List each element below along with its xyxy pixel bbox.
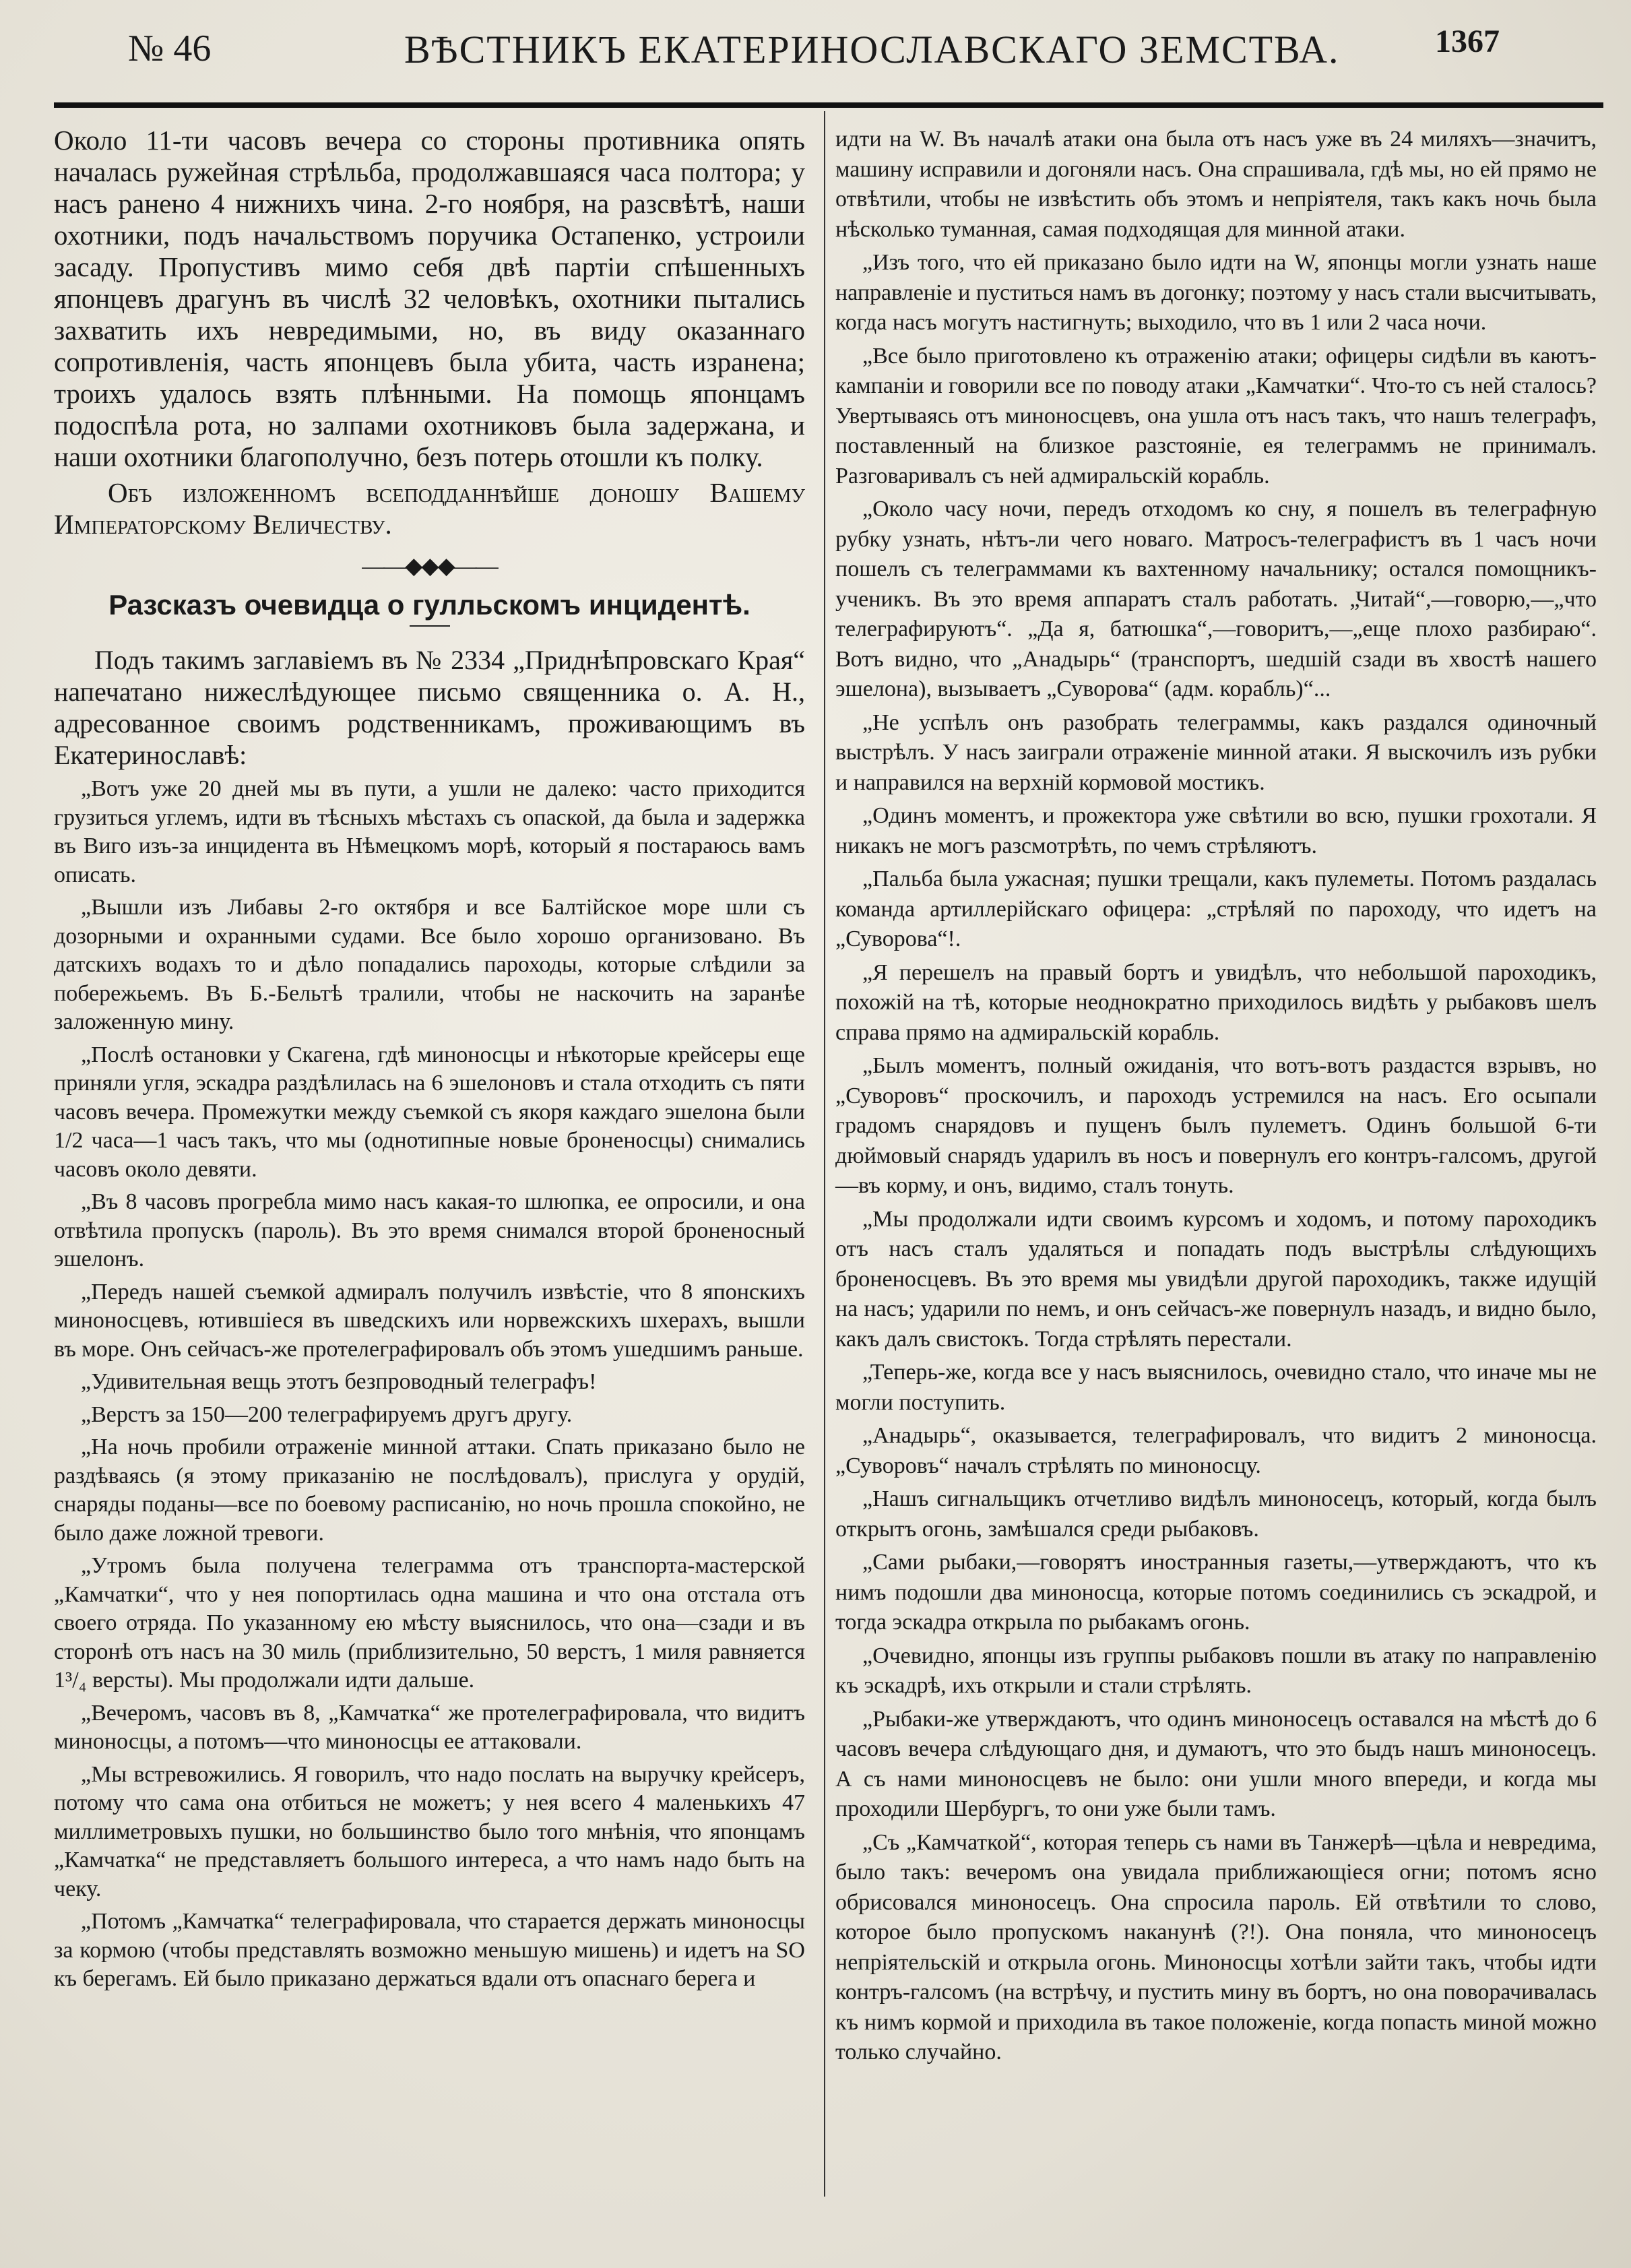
letter-paragraph: „Вечеромъ, часовъ въ 8, „Камчатка“ же протелеграфировала, что видитъ миноносцы, а потомъ—что миноносцы ее аттаковали.	[54, 1700, 805, 1754]
closing-paragraph: Объ изложенномъ всеподданнѣйше доношу Вашему Императорскому Величеству.	[54, 477, 805, 540]
letter-paragraph: „Анадырь“, оказывается, телеграфировалъ, что видитъ 2 миноносца. „Суворовъ“ началъ стрѣлять по миноносцу.	[835, 1423, 1597, 1478]
letter-paragraph: „На ночь пробили отраженіе минной аттаки. Спать приказано было не раздѣваясь (я этому приказанію не послѣдовалъ), прислуга у орудій, снаряды поданы—все по боевому расписанію, но ночь прошла спокойно, не было даже ложной тревоги.	[54, 1435, 805, 1546]
journal-title: ВѢСТНИКЪ ЕКАТЕРИНОСЛАВСКАГО ЗЕМСТВА.	[404, 28, 1340, 71]
header-rule	[54, 102, 1603, 108]
section-ornament: ——◆◆◆——	[362, 554, 497, 579]
letter-paragraph: „Теперь-же, когда все у насъ выяснилось, очевидно стало, что иначе мы не могли поступить.	[835, 1360, 1597, 1415]
letter-paragraph: „Былъ моментъ, полный ожиданія, что вотъ-вотъ раздастся взрывъ, но „Суворовъ“ проскочилъ, и пароходъ устремился на насъ. Его осыпали градомъ снарядовъ и пущенъ былъ пулеметъ. Одинъ большой 6-ти дюймовый снарядъ ударилъ въ носъ и повернулъ его контръ-галсомъ, другой—въ корму, и онъ, видимо, сталъ тонуть.	[835, 1053, 1597, 1198]
page-number: 1367	[1435, 24, 1500, 59]
letter-paragraph: „Утромъ была получена телеграмма отъ транспорта-мастерской „Камчатки“, что у нея попортилась одна машина и что она отстала отъ своего отряда. По указанному ею мѣсту выяснилось, что она—сзади и въ сторонѣ отъ насъ на 30 миль (приблизительно, 50 верстъ, 1 миля равняется 1³/₄ версты). Мы продолжали идти дальше.	[54, 1553, 805, 1693]
letter-paragraph: „Мы встревожились. Я говорилъ, что надо послать на выручку крейсеръ, потому что сама она отбиться не можетъ; у нея всего 4 маленькихъ 47 миллиметровыхъ пушки, но большинство было того мнѣнія, что японцамъ „Камчатка“ не представляетъ большого интереса, а что намъ надо быть на чеку.	[54, 1761, 805, 1901]
letter-paragraph: „Верстъ за 150—200 телеграфируемъ другъ другу.	[81, 1401, 573, 1427]
letter-paragraph: „Нашъ сигнальщикъ отчетливо видѣлъ миноносецъ, который, когда былъ открытъ огонь, замѣшался среди рыбаковъ.	[835, 1486, 1597, 1542]
letter-paragraph: „Все было приготовлено къ отраженію атаки; офицеры сидѣли въ каютъ-кампаніи и говорили все по поводу атаки „Камчатки“. Что-то съ ней сталось? Увертываясь отъ миноносцевъ, она ушла отъ насъ такъ, что нашъ телеграфъ, поставленный на близкое разстояніе, ея телеграммъ не принималъ. Разговаривалъ съ ней адмиральскій корабль.	[835, 343, 1597, 489]
letter-paragraph: „Послѣ остановки у Скагена, гдѣ миноносцы и нѣкоторые крейсеры еще приняли угля, эскадра раздѣлилась на 6 эшелоновъ и стала отходить съ пяти часовъ вечера. Промежутки между съемкой съ якоря каждаго эшелона были 1/2 часа—1 часъ такъ, что мы (однотипные новые броненосцы) снимались часовъ около девяти.	[54, 1042, 805, 1182]
letter-paragraph: „Изъ того, что ей приказано было идти на W, японцы могли узнать наше направленіе и пуститься намъ въ догонку; поэтому у насъ стали высчитывать, когда насъ могутъ настигнуть; выходило, что въ 1 или 2 часа ночи.	[835, 250, 1597, 335]
letter-paragraph: „Очевидно, японцы изъ группы рыбаковъ пошли въ атаку по направленію къ эскадрѣ, ихъ открыли и стали стрѣлять.	[835, 1643, 1597, 1698]
letter-paragraph: „Удивительная вещь этотъ безпроводный телеграфъ!	[81, 1369, 597, 1394]
letter-paragraph: „Передъ нашей съемкой адмиралъ получилъ извѣстіе, что 8 японскихъ миноносцевъ, ютившіеся въ шведскихъ или норвежскихъ шхерахъ, вышли въ море. Онъ сейчасъ-же протелеграфировалъ объ этомъ ушедшимъ раньше.	[54, 1279, 805, 1362]
letter-paragraph: „Я перешелъ на правый бортъ и увидѣлъ, что небольшой пароходикъ, похожій на тѣ, которые неоднократно приходилось видѣть у рыбаковъ шелъ справа прямо на адмиральскій корабль.	[835, 959, 1597, 1045]
letter-paragraph: „Сами рыбаки,—говорятъ иностранныя газеты,—утверждаютъ, что къ нимъ подошли два миноносца, которые потомъ соединились съ эскадрой, и тогда эскадра открыла по рыбакамъ огонь.	[835, 1550, 1597, 1635]
page-header	[54, 20, 1597, 88]
letter-paragraph: „Съ „Камчаткой“, которая теперь съ нами въ Танжерѣ—цѣла и невредима, было такъ: вечеромъ она увидала приближающіеся огни; потомъ ясно обрисовался миноносецъ. Она спросила пароль. Ей отвѣтили то слово, которое было пропускомъ наканунѣ (?!). Она поняла, что миноносецъ непріятельскій и открыла огонь. Миноносцы хотѣли зайти такъ, чтобы идти контръ-галсомъ (на встрѣчу, и пустить мину въ бортъ, но она поворачивалась къ нимъ кормой и приходила въ такое положеніе, когда попасть миной можно только случайно.	[835, 1829, 1597, 2065]
letter-paragraph: „Вышли изъ Либавы 2-го октября и все Балтійское море шли съ дозорными и охранными судами. Все было хорошо организовано. Въ датскихъ водахъ то и дѣло попадались пароходы, которые слѣдили за побережьемъ. Въ Б.-Бельтѣ тралили, чтобы не наскочить на заранѣе заложенную мину.	[54, 895, 805, 1034]
letter-paragraph: „Мы продолжали идти своимъ курсомъ и ходомъ, и потому пароходикъ отъ насъ сталъ удаляться и попадать подъ выстрѣлы слѣдующихъ броненосцевъ. Въ это время мы увидѣли другой пароходикъ, также идущій на насъ; ударили по немъ, и онъ сейчасъ-же повернулъ назадъ, и видно было, какъ далъ свистокъ. Тогда стрѣлять перестали.	[835, 1206, 1597, 1352]
left-column	[54, 125, 805, 1998]
letter-paragraph: „Въ 8 часовъ прогребла мимо насъ какая-то шлюпка, ее опросили, и она отвѣтила пропускъ (пароль). Въ это время снимался второй броненосный эшелонъ.	[54, 1189, 805, 1271]
column-divider	[824, 111, 825, 2197]
letter-paragraph: „Не успѣлъ онъ разобрать телеграммы, какъ раздался одиночный выстрѣлъ. У насъ заиграли отраженіе минной атаки. Я выскочилъ изъ рубки и направился на верхній кормовой мостикъ.	[835, 710, 1597, 795]
letter-paragraph: „Одинъ моментъ, и прожектора уже свѣтили во всю, пушки грохотали. Я никакъ не могъ разсмотрѣть, по чемъ стрѣляютъ.	[835, 803, 1597, 858]
article-heading: Разсказъ очевидца о гулльскомъ инцидентѣ.	[108, 589, 750, 621]
right-column	[835, 125, 1597, 2071]
letter-paragraph: „Вотъ уже 20 дней мы въ пути, а ушли не далеко: часто приходится грузиться углемъ, идти въ тѣсныхъ мѣстахъ съ опаской, да была и задержка въ Виго изъ-за инцидента въ Нѣмецкомъ морѣ, который я постараюсь вамъ описать.	[54, 776, 805, 887]
letter-paragraph: „Пальба была ужасная; пушки трещали, какъ пулеметы. Потомъ раздалась команда артиллерійскаго офицера: „стрѣляй по пароходу, что идетъ на „Суворова“!.	[835, 867, 1597, 951]
lead-paragraph: Около 11-ти часовъ вечера со стороны противника опять началась ружейная стрѣльба, продолжавшаяся часа полтора; у насъ ранено 4 нижнихъ чина. 2-го ноября, на разсвѣтѣ, наши охотники, подъ начальствомъ поручика Остапенко, устроили засаду. Пропустивъ мимо себя двѣ партіи спѣшенныхъ японцевъ драгунъ въ числѣ 32 человѣкъ, охотники пытались захватить ихъ невредимыми, но, въ виду оказаннаго сопротивленія, часть японцевъ была убита, часть изранена; троихъ удалось взять плѣнными. На помощь японцамъ подоспѣла рота, но залпами охотниковъ была задержана, и наши охотники благополучно, безъ потерь отошли къ полку.	[54, 125, 805, 472]
letter-paragraph: „Около часу ночи, передъ отходомъ ко сну, я пошелъ въ телеграфную рубку узнать, нѣтъ-ли чего новаго. Матросъ-телеграфистъ въ 1 часъ ночи пошелъ съ телеграммами къ вахтенному начальнику; остался помощникъ-ученикъ. Въ это время аппаратъ сталъ работать. „Читай“,—говорю,—„что телеграфируютъ“. „Да я, батюшка“,—говоритъ,—„еще плохо разбираю“. Вотъ видно, что „Анадырь“ (транспортъ, шедшій сзади въ хвостѣ нашего эшелона), вызываетъ „Суворова“ (адм. корабль)“...	[835, 497, 1597, 701]
letter-paragraph: идти на W. Въ началѣ атаки она была отъ насъ уже въ 24 миляхъ—значитъ, машину исправили и догоняли насъ. Она спрашивала, гдѣ мы, но ей прямо не отвѣтили, чтобы не извѣстить объ этомъ и непріятеля, такъ какъ ночь была нѣсколько туманная, самая подходящая для минной атаки.	[835, 127, 1597, 242]
heading-rule	[410, 625, 450, 627]
letter-paragraph: „Потомъ „Камчатка“ телеграфировала, что старается держать миноносцы за кормою (чтобы представлять возможно меньшую мишень) и идетъ на SO къ берегамъ. Ей было приказано держаться вдали отъ опаснаго берега и	[54, 1909, 805, 1991]
issue-number: № 46	[128, 28, 212, 69]
letter-paragraph: „Рыбаки-же утверждаютъ, что одинъ миноносецъ оставался на мѣстѣ до 6 часовъ вечера слѣдующаго дня, и думаютъ, что это быдъ нашъ миноносецъ. А съ нами миноносцевъ не было: они ушли много впереди, и когда мы проходили Шербургъ, то они уже были тамъ.	[835, 1706, 1597, 1821]
article-intro: Подъ такимъ заглавіемъ въ № 2334 „Приднѣпровскаго Края“ напечатано нижеслѣдующее письмо священника о. А. Н., адресованное своимъ родственникамъ, проживающимъ въ Екатеринославѣ:	[54, 645, 805, 770]
